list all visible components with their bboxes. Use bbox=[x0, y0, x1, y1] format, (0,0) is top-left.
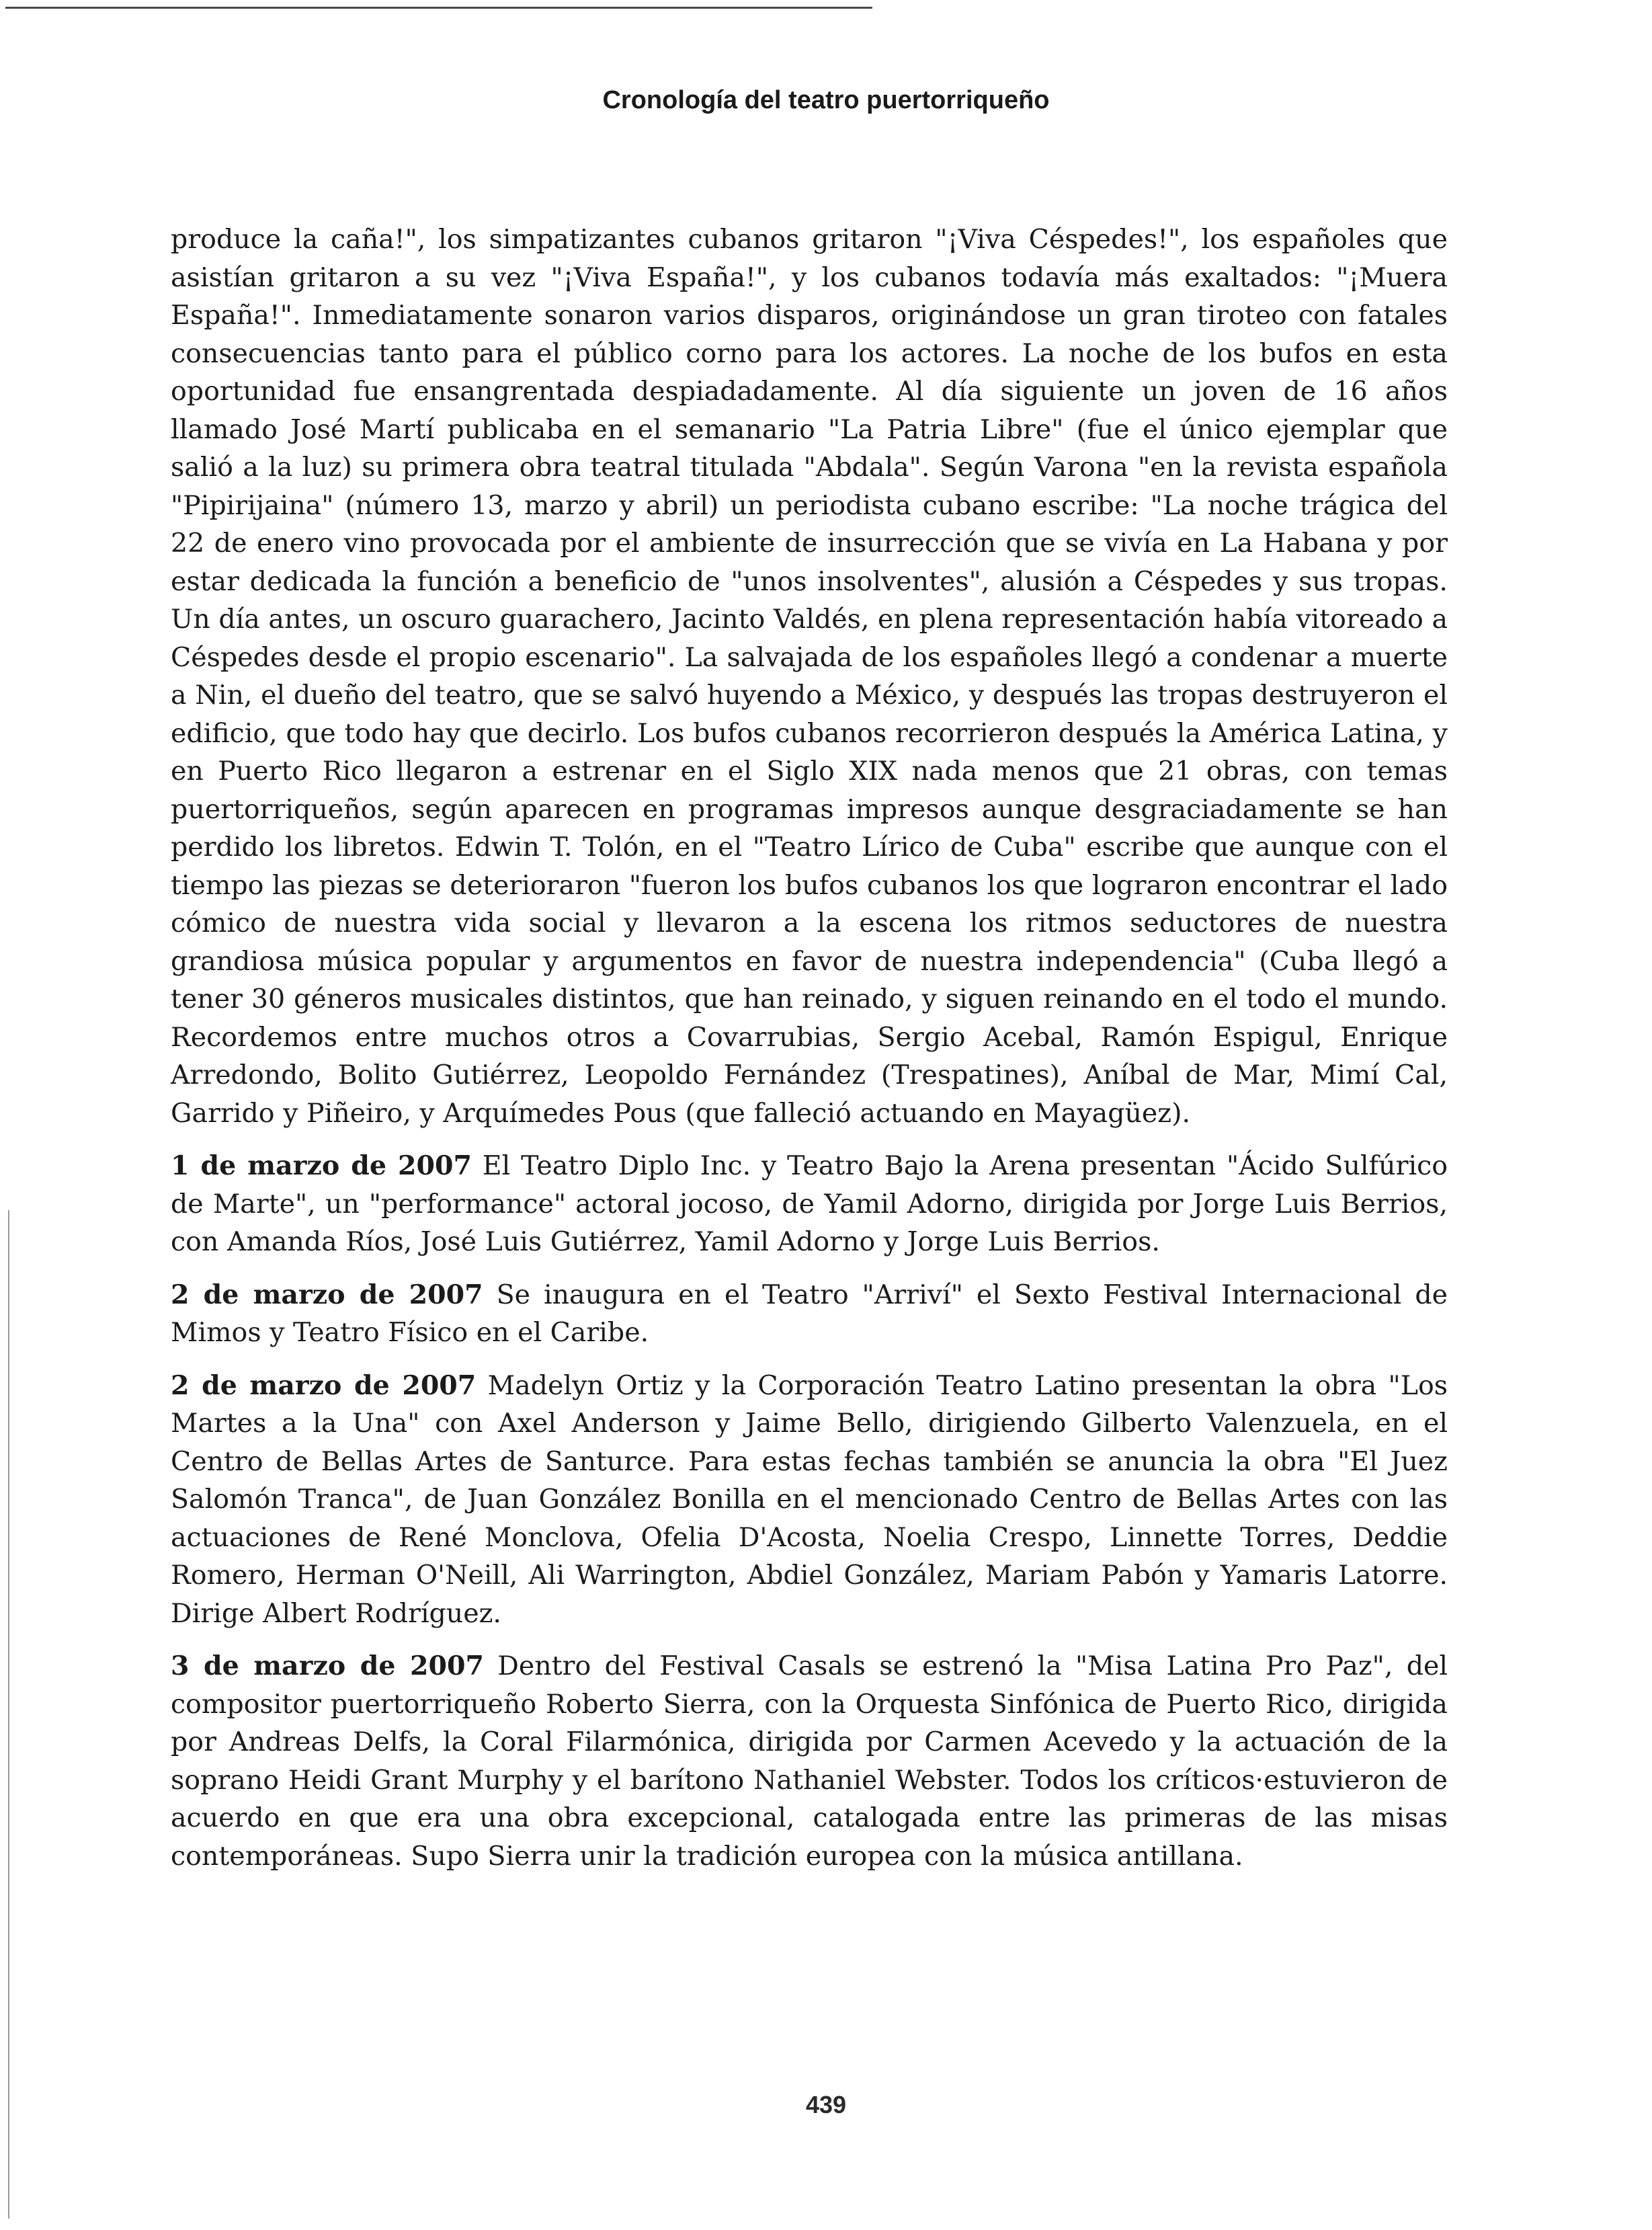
entry-text: Se inaugura en el Teatro "Arriví" el Sexto Festival Internacional de Mimos y Teatro Físico en el Caribe. bbox=[171, 1279, 1448, 1348]
scan-edge-line-top bbox=[5, 7, 872, 9]
chronology-entry bbox=[171, 1147, 1448, 1261]
entry-text: Madelyn Ortiz y la Corporación Teatro Latino presentan la obra "Los Martes a la Una" con Axel Anderson y Jaime Bello, dirigiendo Gilberto Valenzuela, en el Centro de Bellas Artes de Santurce. Para estas fechas también se anuncia la obra "El Juez Salomón Tranca", de Juan González Bonilla en el mencionado Centro de Bellas Artes con las actuaciones de René Monclova, Ofelia D'Acosta, Noelia Crespo, Linnette Torres, Deddie Romero, Herman O'Neill, Ali Warrington, Abdiel González, Mariam Pabón y Yamaris Latorre. Dirige Albert Rodríguez. bbox=[171, 1369, 1448, 1629]
continuation-paragraph: produce la caña!", los simpatizantes cubanos gritaron "¡Viva Céspedes!", los españoles que asistían gritaron a su vez "¡Viva España!", y los cubanos todavía más exaltados: "¡Muera España!". Inmediatamente sonaron varios disparos, originándose un gran tiroteo con fatales consecuencias tanto para el público corno para los actores. La noche de los bufos en esta oportunidad fue ensangrentada despiadadamente. Al día siguiente un joven de 16 años llamado José Martí publicaba en el semanario "La Patria Libre" (fue el único ejemplar que salió a la luz) su primera obra teatral titulada "Abdala". Según Varona "en la revista española "Pipirijaina" (número 13, marzo y abril) un periodista cubano escribe: "La noche trágica del 22 de enero vino provocada por el ambiente de insurrección que se vivía en La Habana y por estar dedicada la función a beneficio de "unos insolventes", alusión a Céspedes y sus tropas. Un día antes, un oscuro guarachero, Jacinto Valdés, en plena representación había vitoreado a Céspedes desde el propio escenario". La salvajada de los españoles llegó a condenar a muerte a Nin, el dueño del teatro, que se salvó huyendo a México, y después las tropas destruyeron el edificio, que todo hay que decirlo. Los bufos cubanos recorrieron después la América Latina, y en Puerto Rico llegaron a estrenar en el Siglo XIX nada menos que 21 obras, con temas puertorriqueños, según aparecen en programas impresos aunque desgraciadamente se han perdido los libretos. Edwin T. Tolón, en el "Teatro Lírico de Cuba" escribe que aunque con el tiempo las piezas se deterioraron "fueron los bufos cubanos los que lograron encontrar el lado cómico de nuestra vida social y llevaron a la escena los ritmos seductores de nuestra grandiosa música popular y argumentos en favor de nuestra independencia" (Cuba llegó a tener 30 géneros musicales distintos, que han reinado, y siguen reinando en el todo el mundo. Recordemos entre muchos otros a Covarrubias, Sergio Acebal, Ramón Espigul, Enrique Arredondo, Bolito Gutiérrez, Leopoldo Fernández (Trespatines), Aníbal de Mar, Mimí Cal, Garrido y Piñeiro, y Arquímedes Pous (que falleció actuando en Mayagüez). bbox=[171, 224, 1448, 1129]
chronology-entry bbox=[171, 1647, 1448, 1875]
chronology-entry bbox=[171, 1276, 1448, 1352]
entry-date: 3 de marzo de 2007 bbox=[171, 1650, 484, 1681]
entry-text: Dentro del Festival Casals se estrenó la "Misa Latina Pro Paz", del compositor puertorriqueño Roberto Sierra, con la Orquesta Sinfónica de Puerto Rico, dirigida por Andreas Delfs, la Coral Filarmónica, dirigida por Carmen Acevedo y la actuación de la soprano Heidi Grant Murphy y el barítono Nathaniel Webster. Todos los críticos·estuvieron de acuerdo en que era una obra excepcional, catalogada entre las primeras de las misas contemporáneas. Supo Sierra unir la tradición europea con la música antillana. bbox=[171, 1650, 1448, 1872]
entry-date: 2 de marzo de 2007 bbox=[171, 1279, 483, 1310]
entry-date: 1 de marzo de 2007 bbox=[171, 1150, 472, 1181]
entry-text: El Teatro Diplo Inc. y Teatro Bajo la Arena presentan "Ácido Sulfúrico de Marte", un "performance" actoral jocoso, de Yamil Adorno, dirigida por Jorge Luis Berrios, con Amanda Ríos, José Luis Gutiérrez, Yamil Adorno y Jorge Luis Berrios. bbox=[171, 1150, 1448, 1257]
running-header-title: Cronología del teatro puertorriqueño bbox=[602, 86, 1050, 114]
scan-edge-line-left bbox=[8, 1210, 9, 2219]
body-text bbox=[171, 221, 1448, 1890]
page-number: 439 bbox=[805, 2091, 847, 2118]
chronology-entry bbox=[171, 1367, 1448, 1633]
entry-date: 2 de marzo de 2007 bbox=[171, 1369, 477, 1401]
